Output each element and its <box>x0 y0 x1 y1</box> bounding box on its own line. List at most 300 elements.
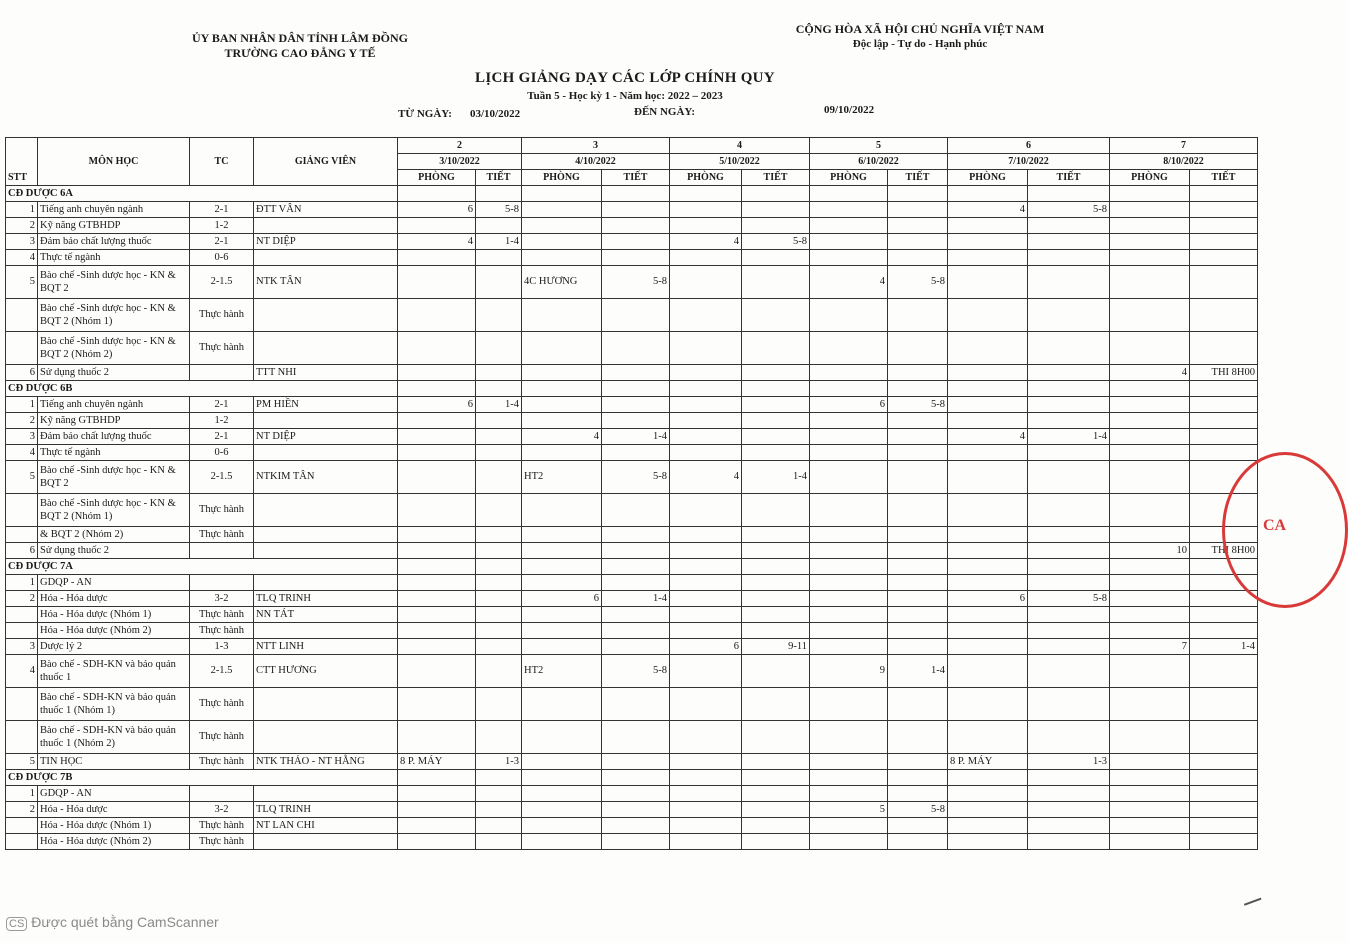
period-cell <box>1190 655 1258 688</box>
row-subject: Bào chế - SDH-KN và bảo quản thuốc 1 (Nhóm 2) <box>38 721 190 754</box>
period-cell <box>476 299 522 332</box>
row-teacher: CTT HƯƠNG <box>254 655 398 688</box>
row-stt: 5 <box>6 754 38 770</box>
room-cell <box>398 575 476 591</box>
room-cell <box>398 266 476 299</box>
room-cell: 4 <box>522 429 602 445</box>
schedule-table <box>5 137 1258 850</box>
room-cell: 6 <box>670 639 742 655</box>
room-cell <box>810 413 888 429</box>
period-cell: THI 8H00 <box>1190 543 1258 559</box>
schedule-header <box>6 138 1258 186</box>
room-cell: 6 <box>522 591 602 607</box>
room-cell <box>948 575 1028 591</box>
period-cell <box>888 494 948 527</box>
stt-header: STT <box>6 138 38 186</box>
period-cell <box>476 365 522 381</box>
period-cell <box>1190 721 1258 754</box>
period-cell <box>476 591 522 607</box>
table-row <box>6 218 1258 234</box>
period-cell <box>1190 332 1258 365</box>
tc-header: TC <box>190 138 254 186</box>
room-cell <box>670 413 742 429</box>
group-row <box>6 559 1258 575</box>
room-cell <box>398 721 476 754</box>
room-cell <box>810 818 888 834</box>
period-cell <box>1028 639 1110 655</box>
period-cell <box>742 607 810 623</box>
room-cell <box>398 365 476 381</box>
room-cell: 10 <box>1110 543 1190 559</box>
row-subject: Thực tế ngành <box>38 250 190 266</box>
period-cell <box>476 445 522 461</box>
room-cell <box>810 429 888 445</box>
row-teacher <box>254 721 398 754</box>
period-cell: 5-8 <box>602 461 670 494</box>
period-cell <box>602 575 670 591</box>
period-cell <box>476 429 522 445</box>
room-cell <box>1110 721 1190 754</box>
period-cell <box>476 688 522 721</box>
national-line-1: CỘNG HÒA XÃ HỘI CHỦ NGHĨA VIỆT NAM <box>795 22 1045 36</box>
camscanner-logo-icon: CS <box>6 917 27 931</box>
row-subject: Bào chế -Sinh dược học - KN & BQT 2 (Nhóm 1) <box>38 299 190 332</box>
row-tc: Thực hành <box>190 818 254 834</box>
period-cell <box>1190 413 1258 429</box>
period-cell <box>1028 721 1110 754</box>
row-teacher <box>254 299 398 332</box>
row-stt: 3 <box>6 234 38 250</box>
period-cell <box>742 818 810 834</box>
table-row <box>6 527 1258 543</box>
row-teacher: NT DIỆP <box>254 234 398 250</box>
room-cell <box>670 834 742 850</box>
row-stt <box>6 607 38 623</box>
room-cell <box>398 250 476 266</box>
row-tc: Thực hành <box>190 721 254 754</box>
empty-cell <box>1028 559 1110 575</box>
period-cell <box>742 397 810 413</box>
room-cell: 6 <box>810 397 888 413</box>
table-row <box>6 591 1258 607</box>
table-row <box>6 429 1258 445</box>
issuer-line-2: TRƯỜNG CAO ĐẲNG Y TẾ <box>224 46 376 60</box>
period-cell <box>742 527 810 543</box>
empty-cell <box>522 559 602 575</box>
row-subject: Bào chế -Sinh dược học - KN & BQT 2 <box>38 461 190 494</box>
table-row <box>6 365 1258 381</box>
period-cell <box>1028 250 1110 266</box>
room-cell <box>948 639 1028 655</box>
room-cell <box>1110 332 1190 365</box>
room-cell <box>1110 655 1190 688</box>
period-cell <box>888 299 948 332</box>
row-stt: 1 <box>6 575 38 591</box>
room-header: PHÒNG <box>948 170 1028 186</box>
row-subject: Đảm bảo chất lượng thuốc <box>38 429 190 445</box>
period-cell <box>1028 365 1110 381</box>
room-cell <box>810 834 888 850</box>
row-teacher: NTKIM TÂN <box>254 461 398 494</box>
period-cell <box>888 365 948 381</box>
period-cell <box>742 623 810 639</box>
room-cell <box>522 202 602 218</box>
room-cell <box>522 786 602 802</box>
period-cell <box>476 639 522 655</box>
table-row <box>6 834 1258 850</box>
period-cell <box>1190 202 1258 218</box>
row-subject: Hóa - Hóa dược <box>38 591 190 607</box>
row-stt: 2 <box>6 218 38 234</box>
period-cell <box>602 639 670 655</box>
table-row <box>6 250 1258 266</box>
table-row <box>6 494 1258 527</box>
teacher-header: GIẢNG VIÊN <box>254 138 398 186</box>
room-cell <box>670 266 742 299</box>
row-tc: Thực hành <box>190 299 254 332</box>
room-cell <box>948 397 1028 413</box>
empty-cell <box>670 186 742 202</box>
period-cell <box>602 802 670 818</box>
empty-cell <box>810 559 888 575</box>
table-row <box>6 802 1258 818</box>
period-cell: 1-4 <box>742 461 810 494</box>
row-teacher <box>254 527 398 543</box>
room-cell <box>1110 429 1190 445</box>
period-cell <box>602 527 670 543</box>
day-number: 5 <box>810 138 948 154</box>
row-tc: Thực hành <box>190 527 254 543</box>
room-cell <box>810 543 888 559</box>
empty-cell <box>1028 186 1110 202</box>
period-cell <box>602 413 670 429</box>
room-cell <box>810 234 888 250</box>
period-cell <box>742 591 810 607</box>
room-cell <box>522 575 602 591</box>
row-stt: 4 <box>6 655 38 688</box>
room-cell <box>948 786 1028 802</box>
period-cell: 1-4 <box>476 397 522 413</box>
room-cell <box>810 461 888 494</box>
period-cell <box>1028 607 1110 623</box>
row-teacher <box>254 250 398 266</box>
room-cell <box>670 623 742 639</box>
row-teacher <box>254 575 398 591</box>
table-row <box>6 202 1258 218</box>
row-subject: GDQP - AN <box>38 786 190 802</box>
table-row <box>6 461 1258 494</box>
period-cell: 5-8 <box>1028 202 1110 218</box>
room-cell <box>398 543 476 559</box>
row-teacher <box>254 332 398 365</box>
period-cell: 5-8 <box>602 655 670 688</box>
empty-cell <box>1190 186 1258 202</box>
room-cell <box>522 834 602 850</box>
day-number: 3 <box>522 138 670 154</box>
row-stt: 5 <box>6 461 38 494</box>
period-cell <box>602 365 670 381</box>
period-cell <box>476 834 522 850</box>
room-cell <box>398 802 476 818</box>
room-cell <box>522 299 602 332</box>
period-cell <box>742 445 810 461</box>
period-cell <box>602 623 670 639</box>
table-row <box>6 688 1258 721</box>
empty-cell <box>1028 381 1110 397</box>
period-cell: 1-4 <box>1190 639 1258 655</box>
group-name: CĐ DƯỢC 7A <box>6 559 398 575</box>
room-cell <box>948 365 1028 381</box>
row-tc <box>190 786 254 802</box>
empty-cell <box>398 770 476 786</box>
period-cell: THI 8H00 <box>1190 365 1258 381</box>
empty-cell <box>670 770 742 786</box>
row-tc: Thực hành <box>190 754 254 770</box>
period-cell <box>1028 575 1110 591</box>
period-cell <box>1028 218 1110 234</box>
room-cell <box>1110 607 1190 623</box>
period-cell <box>888 754 948 770</box>
period-cell <box>1028 413 1110 429</box>
room-cell <box>948 834 1028 850</box>
room-cell <box>810 445 888 461</box>
document-title: LỊCH GIẢNG DẠY CÁC LỚP CHÍNH QUY <box>475 70 775 86</box>
day-date: 7/10/2022 <box>948 154 1110 170</box>
room-cell <box>398 527 476 543</box>
room-cell <box>810 575 888 591</box>
room-cell <box>522 607 602 623</box>
room-cell <box>948 607 1028 623</box>
period-cell <box>742 413 810 429</box>
group-name: CĐ DƯỢC 6A <box>6 186 398 202</box>
row-tc <box>190 365 254 381</box>
room-cell <box>1110 754 1190 770</box>
room-cell <box>948 234 1028 250</box>
room-cell <box>810 250 888 266</box>
empty-cell <box>602 186 670 202</box>
row-stt: 5 <box>6 266 38 299</box>
period-cell <box>602 754 670 770</box>
period-cell: 1-4 <box>1028 429 1110 445</box>
row-stt: 2 <box>6 413 38 429</box>
period-cell: 1-4 <box>602 429 670 445</box>
period-cell: 9-11 <box>742 639 810 655</box>
period-cell <box>1190 250 1258 266</box>
row-stt <box>6 332 38 365</box>
to-date-value: 09/10/2022 <box>824 104 875 116</box>
period-cell <box>888 834 948 850</box>
period-cell <box>1190 429 1258 445</box>
row-stt: 3 <box>6 639 38 655</box>
period-cell: 1-4 <box>888 655 948 688</box>
room-cell: 4 <box>810 266 888 299</box>
table-row <box>6 639 1258 655</box>
empty-cell <box>602 770 670 786</box>
room-cell: 4 <box>1110 365 1190 381</box>
period-cell <box>742 754 810 770</box>
day-number: 7 <box>1110 138 1258 154</box>
room-cell <box>670 494 742 527</box>
from-date-value: 03/10/2022 <box>470 108 521 120</box>
period-cell <box>476 575 522 591</box>
empty-cell <box>476 559 522 575</box>
row-teacher: ĐTT VÂN <box>254 202 398 218</box>
table-row <box>6 266 1258 299</box>
room-cell <box>810 721 888 754</box>
room-cell: 5 <box>810 802 888 818</box>
room-cell <box>1110 445 1190 461</box>
row-stt: 3 <box>6 429 38 445</box>
room-header: PHÒNG <box>1110 170 1190 186</box>
row-teacher <box>254 445 398 461</box>
row-stt <box>6 527 38 543</box>
row-subject: Bào chế -Sinh dược học - KN & BQT 2 (Nhóm 1) <box>38 494 190 527</box>
period-cell <box>602 721 670 754</box>
period-cell: 1-4 <box>602 591 670 607</box>
period-cell <box>602 299 670 332</box>
table-row <box>6 299 1258 332</box>
period-header: TIẾT <box>742 170 810 186</box>
empty-cell <box>888 381 948 397</box>
empty-cell <box>1028 770 1110 786</box>
row-subject: Sử dụng thuốc 2 <box>38 543 190 559</box>
room-cell <box>948 802 1028 818</box>
empty-cell <box>398 381 476 397</box>
row-tc: 2-1 <box>190 202 254 218</box>
table-row <box>6 623 1258 639</box>
period-cell <box>1028 266 1110 299</box>
room-cell <box>1110 527 1190 543</box>
day-number: 4 <box>670 138 810 154</box>
period-cell <box>1190 802 1258 818</box>
empty-cell <box>888 559 948 575</box>
row-tc: 1-2 <box>190 413 254 429</box>
room-header: PHÒNG <box>670 170 742 186</box>
room-cell <box>810 607 888 623</box>
room-cell <box>398 786 476 802</box>
period-cell <box>1190 607 1258 623</box>
period-cell <box>602 250 670 266</box>
period-cell <box>602 494 670 527</box>
room-cell: 4C HƯƠNG <box>522 266 602 299</box>
room-cell <box>1110 591 1190 607</box>
red-stamp <box>1222 452 1348 608</box>
room-cell <box>810 623 888 639</box>
empty-cell <box>810 186 888 202</box>
row-tc: Thực hành <box>190 332 254 365</box>
room-cell <box>522 754 602 770</box>
room-cell <box>948 299 1028 332</box>
room-cell <box>670 527 742 543</box>
empty-cell <box>476 186 522 202</box>
period-cell <box>476 818 522 834</box>
row-stt: 4 <box>6 250 38 266</box>
period-cell <box>476 543 522 559</box>
room-cell <box>670 429 742 445</box>
scanner-text: Được quét bằng CamScanner <box>31 914 219 930</box>
room-cell <box>522 234 602 250</box>
room-cell <box>1110 786 1190 802</box>
period-header: TIẾT <box>602 170 670 186</box>
room-cell <box>948 527 1028 543</box>
room-cell: 4 <box>948 429 1028 445</box>
period-cell <box>1028 834 1110 850</box>
room-cell <box>398 218 476 234</box>
period-cell <box>888 461 948 494</box>
room-cell <box>810 365 888 381</box>
period-cell <box>742 365 810 381</box>
room-cell <box>1110 818 1190 834</box>
period-cell <box>742 332 810 365</box>
document-subtitle: Tuần 5 - Học kỳ 1 - Năm học: 2022 – 2023 <box>527 90 723 102</box>
room-cell <box>810 754 888 770</box>
row-teacher <box>254 218 398 234</box>
empty-cell <box>742 381 810 397</box>
period-cell <box>1190 266 1258 299</box>
row-subject: GDQP - AN <box>38 575 190 591</box>
room-cell: 8 P. MÁY <box>948 754 1028 770</box>
row-subject: Hóa - Hóa dược (Nhóm 2) <box>38 623 190 639</box>
from-date-label: TỪ NGÀY: <box>398 108 452 120</box>
period-cell <box>1028 655 1110 688</box>
table-row <box>6 543 1258 559</box>
room-cell <box>948 688 1028 721</box>
stamp-text: CA <box>1263 517 1287 534</box>
period-cell <box>1190 818 1258 834</box>
room-cell <box>1110 397 1190 413</box>
period-cell <box>742 721 810 754</box>
room-cell <box>670 332 742 365</box>
row-teacher: TLQ TRINH <box>254 802 398 818</box>
room-cell <box>522 218 602 234</box>
row-tc: Thực hành <box>190 494 254 527</box>
period-cell <box>1190 234 1258 250</box>
room-cell <box>810 527 888 543</box>
room-cell <box>1110 623 1190 639</box>
empty-cell <box>602 381 670 397</box>
row-stt: 6 <box>6 365 38 381</box>
row-teacher <box>254 623 398 639</box>
period-cell <box>1028 802 1110 818</box>
row-subject: Sử dụng thuốc 2 <box>38 365 190 381</box>
room-cell <box>398 299 476 332</box>
table-row <box>6 575 1258 591</box>
room-cell <box>522 494 602 527</box>
room-cell <box>670 445 742 461</box>
row-subject: Bào chế -Sinh dược học - KN & BQT 2 (Nhóm 2) <box>38 332 190 365</box>
room-cell: HT2 <box>522 461 602 494</box>
period-header: TIẾT <box>1190 170 1258 186</box>
room-cell <box>670 575 742 591</box>
issuer-header <box>180 31 420 61</box>
period-cell: 1-3 <box>1028 754 1110 770</box>
table-row <box>6 607 1258 623</box>
day-number: 6 <box>948 138 1110 154</box>
period-cell <box>476 527 522 543</box>
period-header: TIẾT <box>476 170 522 186</box>
row-subject: Bào chế -Sinh dược học - KN & BQT 2 <box>38 266 190 299</box>
room-cell <box>810 786 888 802</box>
empty-cell <box>522 770 602 786</box>
room-cell <box>948 655 1028 688</box>
empty-cell <box>888 770 948 786</box>
period-cell <box>1028 461 1110 494</box>
room-header: PHÒNG <box>810 170 888 186</box>
room-cell: 4 <box>398 234 476 250</box>
period-cell <box>888 202 948 218</box>
empty-cell <box>602 559 670 575</box>
room-cell <box>670 607 742 623</box>
